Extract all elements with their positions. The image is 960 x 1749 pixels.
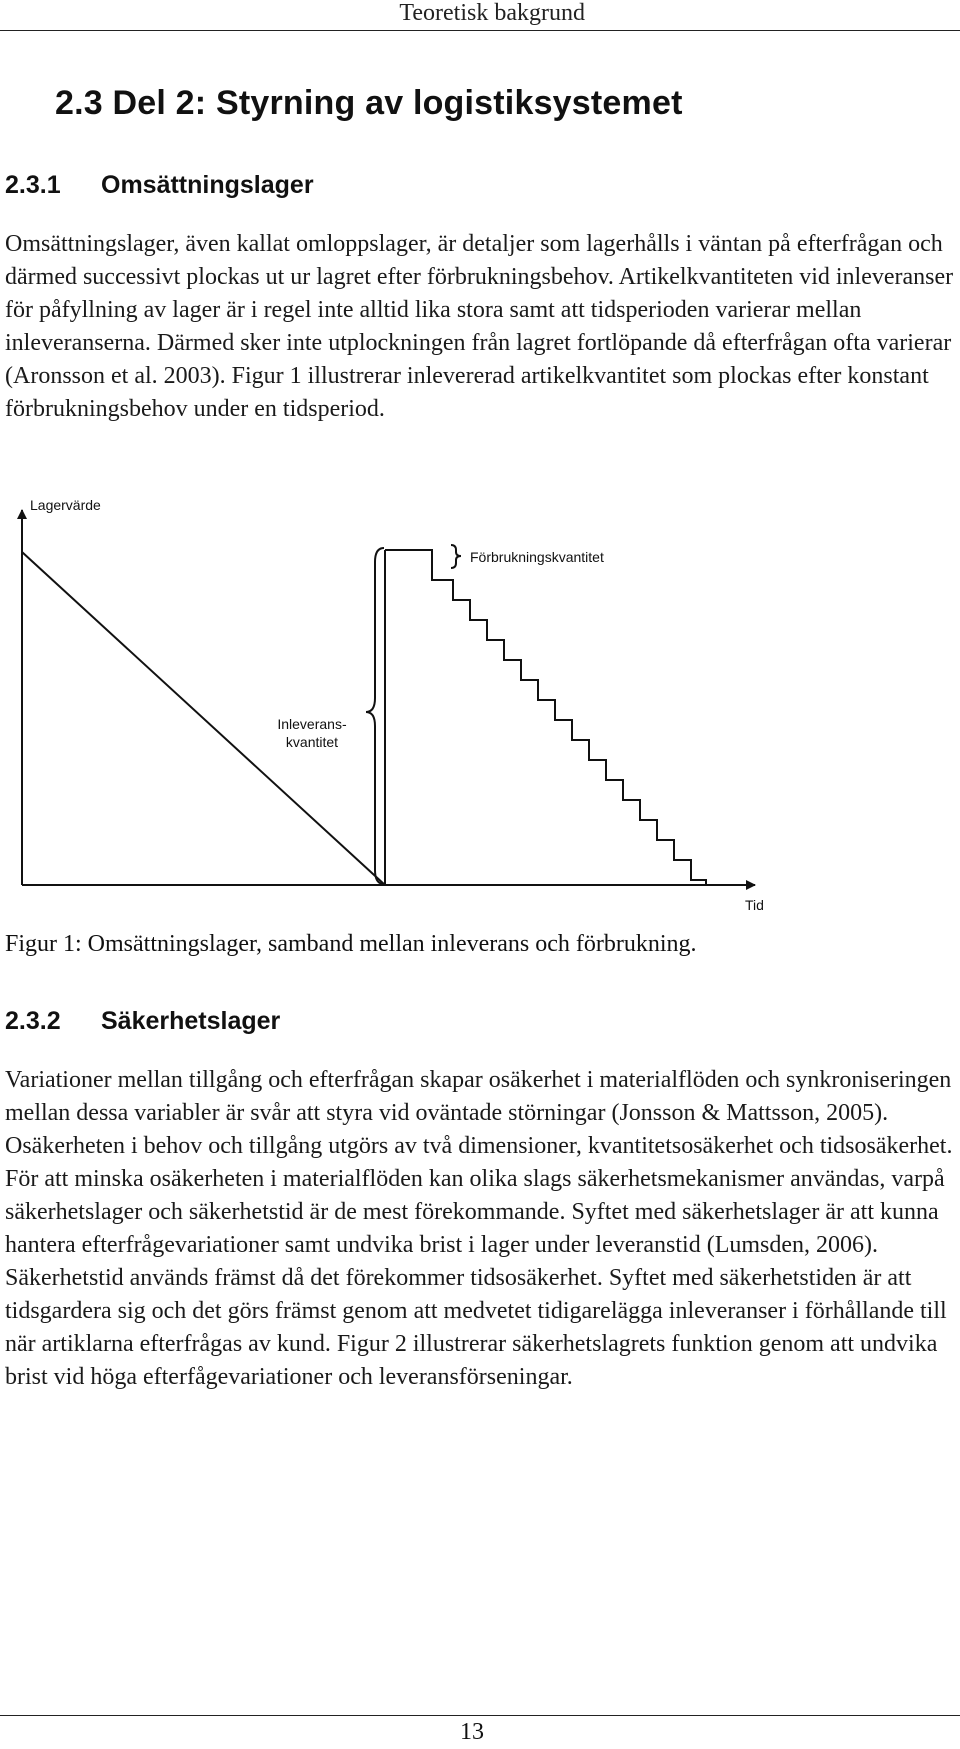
body-paragraph-sakerhetslager: Variationer mellan tillgång och efterfrågan skapar osäkerhet i materialflöden och synkroniseringen mellan dessa variabler är svår att styra vid oväntade störningar (Jonsson & Mattsson, 2005). Osäkerheten i behov och tillgång utgörs av två dimensioner, kvantitetsosäkerhet och tidsosäkerhet. För att minska osäkerheten i materialflöden kan olika slags säkerhetsmekanismer användas, varpå säkerhetslager och säkerhetstid är de mest förekommande. Syftet med säkerhetslager är att kunna hantera efterfrågevariationer samt undvika brist i lager under leveranstid (Lumsden, 2006). Säkerhetstid används främst då det förekommer tidsosäkerhet. Syftet med säkerhetstiden är att tidsgardera sig och det görs främst genom att medvetet tidigarelägga inleveranser i förhållande till när artiklarna efterfrågas av kund. Figur 2 illustrerar säkerhetslagrets funktion genom att undvika brist vid höga efterfågevariationer och leveransförseningar. bbox=[5, 1067, 953, 1390]
x-axis-label: Tid bbox=[745, 897, 764, 913]
body-paragraph-omsattningslager: Omsättningslager, även kallat omloppslager, är detaljer som lagerhålls i väntan på efterfrågan och därmed successivt plockas ut ur lagret efter förbrukningsbehov. Artikelkvantiteten vid inleveranser för påfyllning av lager är i regel inte alltid lika stora samt att tidsperioden varierar mellan inleveranserna. Därmed sker inte utplockningen från lagret fortlöpande då efterfrågan ofta varierar (Aronsson et al. 2003). Figur 1 illustrerar inlevererad artikelkvantitet som plockas efter konstant förbrukningsbehov under en tidsperiod. bbox=[5, 231, 954, 422]
consumption-quantity-brace bbox=[451, 545, 461, 568]
delivery-quantity-label-line2: kvantitet bbox=[285, 734, 339, 750]
subsection-number: 2.3.1 bbox=[5, 171, 61, 199]
delivery-quantity-brace bbox=[366, 548, 384, 884]
page-number: 13 bbox=[460, 1719, 484, 1745]
subsection-heading-omsattningslager bbox=[5, 171, 314, 200]
section-heading: 2.3 Del 2: Styrning av logistiksystemet bbox=[55, 84, 683, 122]
subsection-title: Säkerhetslager bbox=[101, 1007, 281, 1035]
delivery-quantity-label-line1: Inleverans- bbox=[277, 716, 347, 732]
consumption-staircase bbox=[385, 550, 706, 885]
consumption-quantity-label: Förbrukningskvantitet bbox=[470, 549, 604, 565]
figure-inventory-diagram bbox=[0, 490, 960, 920]
footer-rule bbox=[0, 1715, 960, 1716]
inventory-diagram-svg bbox=[0, 490, 960, 920]
subsection-heading-sakerhetslager bbox=[5, 1007, 280, 1036]
running-header bbox=[0, 0, 960, 31]
figure-caption: Figur 1: Omsättningslager, samband mellan inleverans och förbrukning. bbox=[5, 931, 697, 957]
running-title: Teoretisk bakgrund bbox=[399, 0, 585, 26]
y-axis-label: Lagervärde bbox=[30, 497, 101, 513]
subsection-number: 2.3.2 bbox=[5, 1007, 61, 1035]
subsection-title: Omsättningslager bbox=[101, 171, 314, 199]
